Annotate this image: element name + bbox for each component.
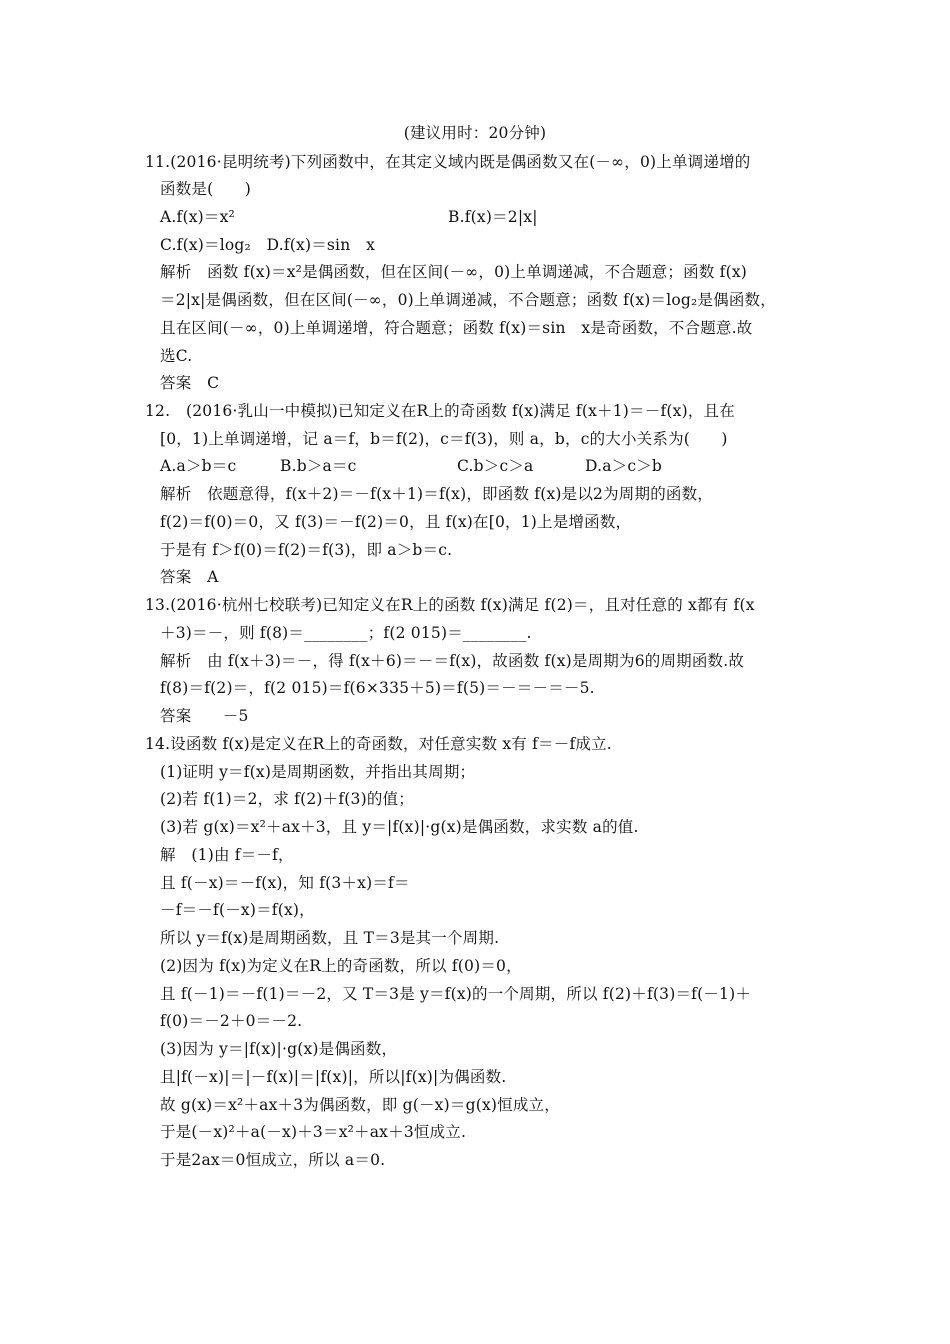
- q14-solution-line-4: 所以 y＝f(x)是周期函数，且 T＝3是其一个周期.: [160, 929, 500, 947]
- q13-analysis-line-2: f(8)＝f(2)＝，f(2 015)＝f(6×335＋5)＝f(5)＝－＝－＝－5.: [160, 679, 595, 697]
- q11-stem-line-1: 11.(2016·昆明统考)下列函数中，在其定义域内既是偶函数又在(－∞，0)上单调递增的: [145, 153, 751, 171]
- q13-answer: 答案 －5: [160, 707, 249, 725]
- q14-solution-line-1: 解 (1)由 f＝－f，: [160, 846, 294, 864]
- q11-option-b: B.f(x)＝2|x|: [448, 208, 538, 226]
- q14-solution-line-8: (3)因为 y＝|f(x)|·g(x)是偶函数，: [160, 1040, 398, 1058]
- q11-analysis-line-3: 且在区间(－∞，0)上单调递增，符合题意；函数 f(x)＝sin x是奇函数，不合题意.故: [160, 319, 753, 337]
- q12-analysis-line-2: f(2)＝f(0)＝0，又 f(3)＝－f(2)＝0，且 f(x)在[0，1)上是增函数，: [160, 513, 632, 531]
- q11-analysis-line-4: 选C.: [160, 347, 193, 365]
- q14-solution-line-7: f(0)＝－2＋0＝－2.: [160, 1012, 303, 1030]
- q12-answer: 答案 A: [160, 568, 219, 586]
- q11-analysis-line-1: 解析 函数 f(x)＝x²是偶函数，但在区间(－∞，0)上单调递减，不合题意；函数 f(x): [160, 263, 748, 281]
- q14-solution-line-3: －f＝－f(－x)＝f(x)，: [160, 901, 315, 919]
- q11-analysis-line-2: ＝2|x|是偶函数，但在区间(－∞，0)上单调递减，不合题意；函数 f(x)＝log₂是偶函数，: [160, 291, 776, 309]
- q14-solution-line-11: 于是(－x)²＋a(－x)＋3＝x²＋ax＋3恒成立.: [160, 1123, 467, 1141]
- q12-option-c: C.b＞c＞a: [457, 457, 534, 475]
- q12-stem-line-1: 12. (2016·乳山一中模拟)已知定义在R上的奇函数 f(x)满足 f(x＋1)＝－f(x)，且在: [145, 402, 735, 420]
- q11-options-cd: C.f(x)＝log₂ D.f(x)＝sin x: [160, 236, 376, 254]
- q14-solution-line-10: 故 g(x)＝x²＋ax＋3为偶函数，即 g(－x)＝g(x)恒成立，: [160, 1096, 560, 1114]
- q14-part-3: (3)若 g(x)＝x²＋ax＋3，且 y＝|f(x)|·g(x)是偶函数，求实数 a的值.: [160, 818, 639, 836]
- q11-answer: 答案 C: [160, 374, 220, 392]
- q14-solution-line-6: 且 f(－1)＝－f(1)＝－2，又 T＝3是 y＝f(x)的一个周期，所以 f(2)＋f(3)＝f(－1)＋: [160, 985, 752, 1003]
- q13-analysis-line-1: 解析 由 f(x＋3)＝－，得 f(x＋6)＝－＝f(x)，故函数 f(x)是周期为6的周期函数.故: [160, 652, 745, 670]
- q12-stem-line-2: [0，1)上单调递增，记 a＝f，b＝f(2)，c＝f(3)，则 a，b，c的大小关系为( ): [160, 430, 728, 448]
- q14-solution-line-2: 且 f(－x)＝－f(x)，知 f(3＋x)＝f＝: [160, 874, 410, 892]
- q12-option-a: A.a＞b＝c: [160, 457, 237, 475]
- q14-part-2: (2)若 f(1)＝2，求 f(2)＋f(3)的值；: [160, 790, 414, 808]
- q12-analysis-line-1: 解析 依题意得，f(x＋2)＝－f(x＋1)＝f(x)，即函数 f(x)是以2为周期的函数，: [160, 485, 714, 503]
- time-suggestion: (建议用时：20分钟): [403, 124, 547, 142]
- q14-solution-line-9: 且|f(－x)|＝|－f(x)|＝|f(x)|，所以|f(x)|为偶函数.: [160, 1068, 507, 1086]
- q13-stem-line-2: ＋3)＝－，则 f(8)＝________；f(2 015)＝________.: [160, 624, 532, 642]
- q14-solution-line-12: 于是2ax＝0恒成立，所以 a＝0.: [160, 1151, 386, 1169]
- q11-stem-line-2: 函数是( ): [160, 180, 251, 198]
- q14-part-1: (1)证明 y＝f(x)是周期函数，并指出其周期；: [160, 763, 476, 781]
- q13-stem-line-1: 13.(2016·杭州七校联考)已知定义在R上的函数 f(x)满足 f(2)＝，且对任意的 x都有 f(x: [145, 596, 755, 614]
- q12-option-d: D.a＞c＞b: [585, 457, 663, 475]
- q14-stem: 14.设函数 f(x)是定义在R上的奇函数，对任意实数 x有 f＝－f成立.: [145, 735, 612, 753]
- q12-analysis-line-3: 于是有 f＞f(0)＝f(2)＝f(3)，即 a＞b＝c.: [160, 541, 453, 559]
- q12-option-b: B.b＞a＝c: [280, 457, 357, 475]
- q14-solution-line-5: (2)因为 f(x)为定义在R上的奇函数，所以 f(0)＝0，: [160, 957, 522, 975]
- q11-option-a: A.f(x)＝x²: [160, 208, 235, 226]
